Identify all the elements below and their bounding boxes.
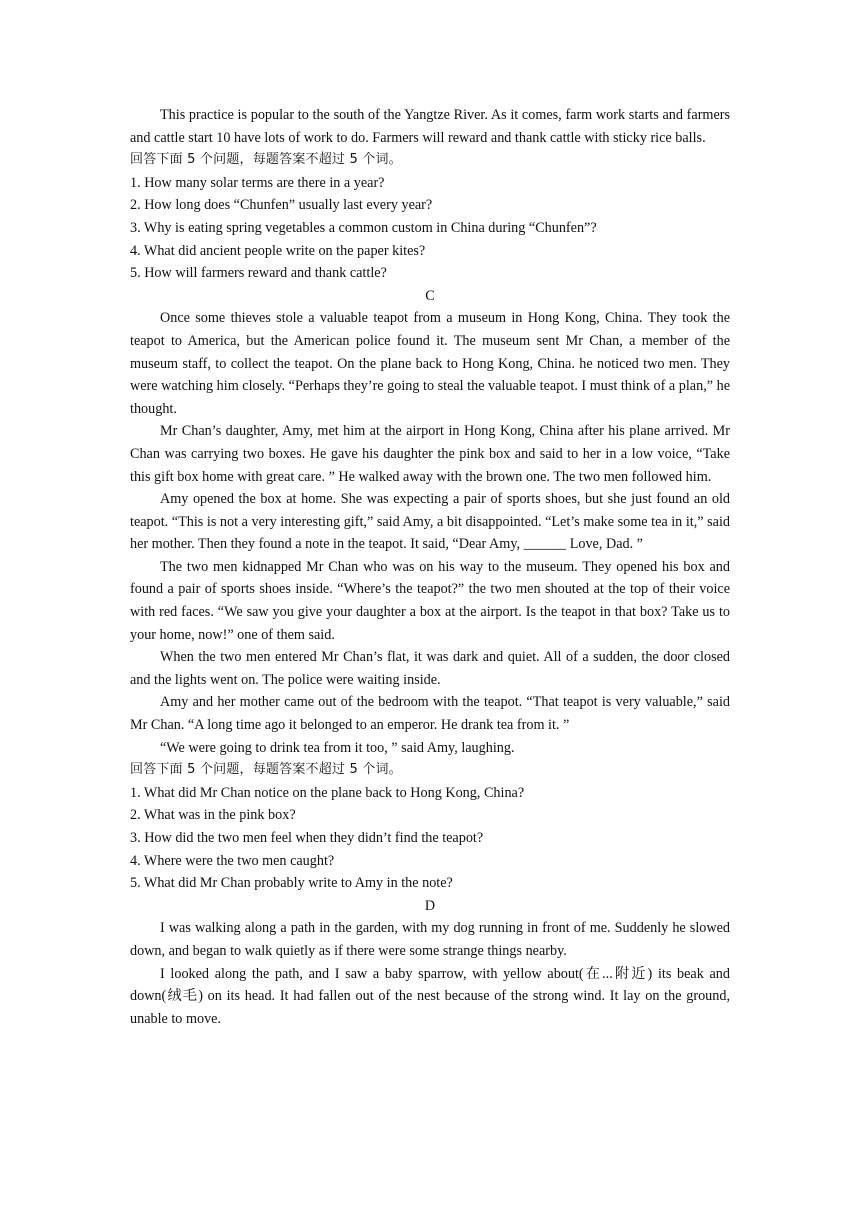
question-item: 3. Why is eating spring vegetables a common custom in China during “Chunfen”? <box>130 219 597 236</box>
question-item: 4. Where were the two men caught? <box>130 852 335 869</box>
section-c-paragraph: When the two men entered Mr Chan’s flat, it was dark and quiet. All of a sudden, the door closed and the lights went on. The police were waiting inside. <box>130 649 730 688</box>
question-item: 4. What did ancient people write on the paper kites? <box>130 242 426 259</box>
question-item: 3. How did the two men feel when they didn’t find the teapot? <box>130 830 484 846</box>
section-c-paragraph: The two men kidnapped Mr Chan who was on his way to the museum. They opened his box and found a pair of sports shoes inside. “Where’s the teapot?” the two men shouted at the top of their voice with red faces. “We saw you give your daughter a box at the airport. Is the teapot in that box? Take us to your home, now!” one of them said. <box>130 558 730 643</box>
question-item: 1. What did Mr Chan notice on the plane back to Hong Kong, China? <box>130 784 525 801</box>
section-c-paragraph: Amy and her mother came out of the bedroom with the teapot. “That teapot is very valuable,” said Mr Chan. “A long time ago it belonged to an emperor. He drank tea from it. ” <box>130 694 730 734</box>
section-c-paragraph: Once some thieves stole a valuable teapot from a museum in Hong Kong, China. They took the teapot to America, but the American police found it. The museum sent Mr Chan, a member of the museum staff, to collect the teapot. On the plane back to Hong Kong, China. he noticed two men. They were watching him closely. “Perhaps they’re going to steal the valuable teapot. I must think of a plan,” he thought. <box>130 310 730 417</box>
section-d-paragraph: I looked along the path, and I saw a baby sparrow, with yellow about(在...附近) its beak and down(绒毛) on its head. It had fallen out of the nest because of the strong wind. It lay on the ground, unable to move. <box>130 965 730 1027</box>
section-b-instruction: 回答下面 5 个问题，每题答案不超过 5 个词。 <box>130 152 402 168</box>
question-item: 5. What did Mr Chan probably write to Amy in the note? <box>130 875 453 892</box>
section-c-paragraph: Mr Chan’s daughter, Amy, met him at the airport in Hong Kong, China after his plane arrived. Mr Chan was carrying two boxes. He gave his daughter the pink box and said to her in a low voice, “Take this gift box home with great care. ” He walked away with the brown one. The two men followed him. <box>130 423 730 485</box>
document-page <box>130 104 730 1030</box>
section-c-paragraph: “We were going to drink tea from it too, ” said Amy, laughing. <box>160 739 515 756</box>
section-d-heading: D <box>424 897 436 914</box>
section-d-paragraph: I was walking along a path in the garden, with my dog running in front of me. Suddenly he slowed down, and began to walk quietly as if there were some strange things nearby. <box>130 920 730 959</box>
section-c-paragraph: Amy opened the box at home. She was expecting a pair of sports shoes, but she just found an old teapot. “This is not a very interesting gift,” said Amy, a bit disappointed. “Let’s make some tea in it,” said her mother. Then they found a note in the teapot. It said, “Dear Amy, ______ Love, Dad. ” <box>130 491 730 553</box>
question-item: 1. How many solar terms are there in a year? <box>130 174 385 191</box>
question-item: 2. How long does “Chunfen” usually last every year? <box>130 197 433 214</box>
section-c-heading: C <box>425 287 435 304</box>
question-item: 2. What was in the pink box? <box>130 807 296 824</box>
section-c-instruction: 回答下面 5 个问题，每题答案不超过 5 个词。 <box>130 762 402 778</box>
question-item: 5. How will farmers reward and thank cattle? <box>130 265 387 282</box>
section-b-paragraph: This practice is popular to the south of the Yangtze River. As it comes, farm work starts and farmers and cattle start 10 have lots of work to do. Farmers will reward and thank cattle with sticky rice balls. <box>130 107 730 146</box>
